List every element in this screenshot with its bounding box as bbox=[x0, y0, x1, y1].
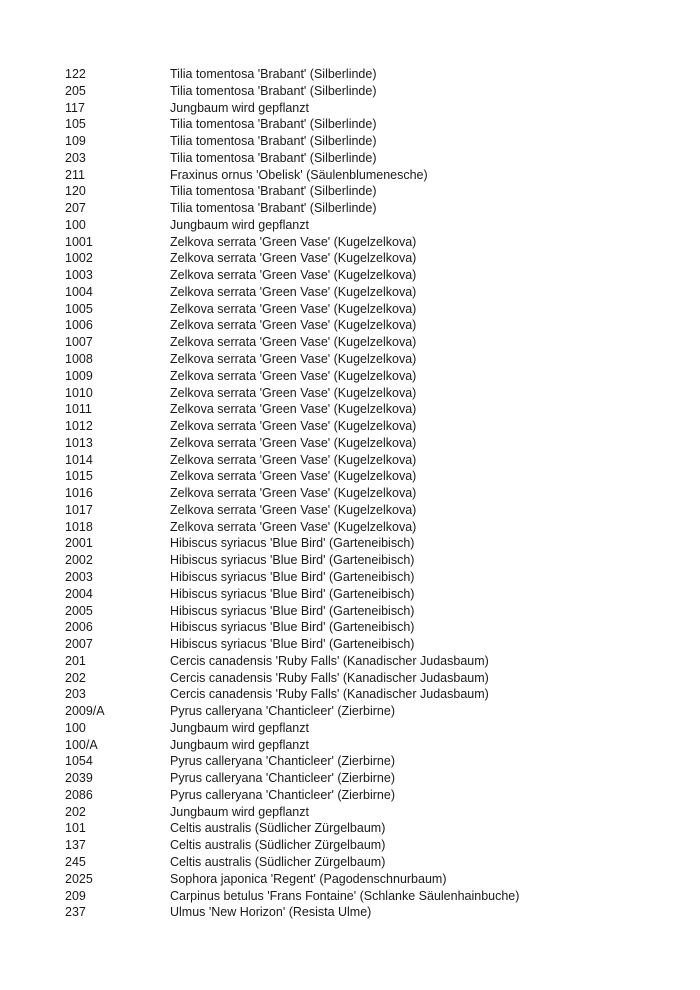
table-row bbox=[65, 703, 665, 720]
table-row bbox=[65, 133, 665, 150]
table-row bbox=[65, 670, 665, 687]
table-row bbox=[65, 904, 665, 921]
species-cell: Hibiscus syriacus 'Blue Bird' (Garteneibisch) bbox=[170, 536, 415, 551]
tree-id-cell: 2005 bbox=[65, 603, 93, 618]
tree-id-cell: 1009 bbox=[65, 368, 93, 383]
species-cell: Cercis canadensis 'Ruby Falls' (Kanadischer Judasbaum) bbox=[170, 670, 489, 685]
tree-id-cell: 205 bbox=[65, 83, 86, 98]
tree-id-cell: 1005 bbox=[65, 301, 93, 316]
tree-id-cell: 2001 bbox=[65, 536, 93, 551]
species-cell: Zelkova serrata 'Green Vase' (Kugelzelkova) bbox=[170, 368, 417, 383]
tree-id-cell: 207 bbox=[65, 201, 86, 216]
table-row bbox=[65, 83, 665, 100]
species-cell: Zelkova serrata 'Green Vase' (Kugelzelkova) bbox=[170, 502, 417, 517]
tree-id-cell: 202 bbox=[65, 670, 86, 685]
species-cell: Jungbaum wird gepflanzt bbox=[170, 737, 309, 752]
tree-id-cell: 100 bbox=[65, 217, 86, 232]
table-row bbox=[65, 317, 665, 334]
species-cell: Zelkova serrata 'Green Vase' (Kugelzelkova) bbox=[170, 486, 417, 501]
tree-id-cell: 105 bbox=[65, 117, 86, 132]
tree-id-cell: 120 bbox=[65, 184, 86, 199]
species-cell: Tilia tomentosa 'Brabant' (Silberlinde) bbox=[170, 67, 377, 81]
species-cell: Pyrus calleryana 'Chanticleer' (Zierbirne) bbox=[170, 704, 395, 719]
species-cell: Zelkova serrata 'Green Vase' (Kugelzelkova) bbox=[170, 234, 417, 249]
tree-id-cell: 245 bbox=[65, 854, 86, 869]
species-cell: Zelkova serrata 'Green Vase' (Kugelzelkova) bbox=[170, 251, 417, 266]
species-cell: Zelkova serrata 'Green Vase' (Kugelzelkova) bbox=[170, 402, 417, 417]
species-cell: Hibiscus syriacus 'Blue Bird' (Garteneibisch) bbox=[170, 620, 415, 635]
table-row bbox=[65, 871, 665, 888]
table-row bbox=[65, 284, 665, 301]
tree-id-cell: 1001 bbox=[65, 234, 93, 249]
table-row bbox=[65, 519, 665, 536]
species-cell: Fraxinus ornus 'Obelisk' (Säulenblumenesche) bbox=[170, 167, 428, 182]
table-row bbox=[65, 167, 665, 184]
tree-list bbox=[65, 66, 665, 921]
tree-id-cell: 2039 bbox=[65, 771, 93, 786]
tree-id-cell: 1004 bbox=[65, 284, 93, 299]
species-cell: Hibiscus syriacus 'Blue Bird' (Garteneibisch) bbox=[170, 603, 415, 618]
table-row bbox=[65, 502, 665, 519]
table-row bbox=[65, 552, 665, 569]
table-row bbox=[65, 100, 665, 117]
tree-id-cell: 2007 bbox=[65, 637, 93, 652]
tree-id-cell: 1006 bbox=[65, 318, 93, 333]
table-row bbox=[65, 351, 665, 368]
species-cell: Zelkova serrata 'Green Vase' (Kugelzelkova) bbox=[170, 435, 417, 450]
species-cell: Tilia tomentosa 'Brabant' (Silberlinde) bbox=[170, 117, 377, 132]
table-row bbox=[65, 636, 665, 653]
tree-id-cell: 2006 bbox=[65, 620, 93, 635]
species-cell: Sophora japonica 'Regent' (Pagodenschnurbaum) bbox=[170, 871, 447, 886]
tree-id-cell: 1010 bbox=[65, 385, 93, 400]
table-row bbox=[65, 183, 665, 200]
table-row bbox=[65, 603, 665, 620]
table-row bbox=[65, 267, 665, 284]
tree-id-cell: 1017 bbox=[65, 502, 93, 517]
species-cell: Zelkova serrata 'Green Vase' (Kugelzelkova) bbox=[170, 335, 417, 350]
tree-id-cell: 137 bbox=[65, 838, 86, 853]
tree-id-cell: 1054 bbox=[65, 754, 93, 769]
tree-id-cell: 2025 bbox=[65, 871, 93, 886]
tree-id-cell: 209 bbox=[65, 888, 86, 903]
species-cell: Pyrus calleryana 'Chanticleer' (Zierbirne) bbox=[170, 754, 395, 769]
table-row bbox=[65, 468, 665, 485]
species-cell: Celtis australis (Südlicher Zürgelbaum) bbox=[170, 838, 386, 853]
tree-id-cell: 117 bbox=[65, 100, 85, 115]
tree-id-cell: 109 bbox=[65, 134, 86, 149]
table-row bbox=[65, 334, 665, 351]
species-cell: Zelkova serrata 'Green Vase' (Kugelzelkova) bbox=[170, 419, 417, 434]
tree-id-cell: 211 bbox=[65, 167, 85, 182]
species-cell: Cercis canadensis 'Ruby Falls' (Kanadischer Judasbaum) bbox=[170, 687, 489, 702]
tree-id-cell: 1014 bbox=[65, 452, 93, 467]
table-row bbox=[65, 770, 665, 787]
tree-id-cell: 122 bbox=[65, 67, 86, 81]
table-row bbox=[65, 787, 665, 804]
species-cell: Hibiscus syriacus 'Blue Bird' (Garteneibisch) bbox=[170, 637, 415, 652]
table-row bbox=[65, 737, 665, 754]
table-row bbox=[65, 753, 665, 770]
species-cell: Jungbaum wird gepflanzt bbox=[170, 217, 309, 232]
table-row bbox=[65, 619, 665, 636]
tree-id-cell: 2002 bbox=[65, 553, 93, 568]
tree-id-cell: 1013 bbox=[65, 435, 93, 450]
tree-id-cell: 1007 bbox=[65, 335, 93, 350]
table-row bbox=[65, 385, 665, 402]
species-cell: Zelkova serrata 'Green Vase' (Kugelzelkova) bbox=[170, 519, 417, 534]
tree-id-cell: 237 bbox=[65, 905, 86, 920]
table-row bbox=[65, 569, 665, 586]
tree-id-cell: 1015 bbox=[65, 469, 93, 484]
species-cell: Ulmus 'New Horizon' (Resista Ulme) bbox=[170, 905, 372, 920]
species-cell: Pyrus calleryana 'Chanticleer' (Zierbirne) bbox=[170, 771, 395, 786]
table-row bbox=[65, 535, 665, 552]
species-cell: Tilia tomentosa 'Brabant' (Silberlinde) bbox=[170, 184, 377, 199]
species-cell: Jungbaum wird gepflanzt bbox=[170, 100, 309, 115]
table-row bbox=[65, 485, 665, 502]
species-cell: Hibiscus syriacus 'Blue Bird' (Garteneibisch) bbox=[170, 569, 415, 584]
table-row bbox=[65, 368, 665, 385]
table-row bbox=[65, 401, 665, 418]
species-cell: Jungbaum wird gepflanzt bbox=[170, 804, 309, 819]
table-row bbox=[65, 653, 665, 670]
tree-id-cell: 1002 bbox=[65, 251, 93, 266]
table-row bbox=[65, 686, 665, 703]
table-row bbox=[65, 854, 665, 871]
tree-id-cell: 1012 bbox=[65, 419, 93, 434]
species-cell: Hibiscus syriacus 'Blue Bird' (Garteneibisch) bbox=[170, 586, 415, 601]
species-cell: Zelkova serrata 'Green Vase' (Kugelzelkova) bbox=[170, 352, 417, 367]
table-row bbox=[65, 234, 665, 251]
table-row bbox=[65, 452, 665, 469]
species-cell: Jungbaum wird gepflanzt bbox=[170, 720, 309, 735]
tree-id-cell: 1011 bbox=[65, 402, 92, 417]
tree-id-cell: 201 bbox=[65, 653, 86, 668]
species-cell: Zelkova serrata 'Green Vase' (Kugelzelkova) bbox=[170, 452, 417, 467]
species-cell: Cercis canadensis 'Ruby Falls' (Kanadischer Judasbaum) bbox=[170, 653, 489, 668]
species-cell: Tilia tomentosa 'Brabant' (Silberlinde) bbox=[170, 150, 377, 165]
species-cell: Zelkova serrata 'Green Vase' (Kugelzelkova) bbox=[170, 268, 417, 283]
tree-id-cell: 1018 bbox=[65, 519, 93, 534]
tree-id-cell: 1016 bbox=[65, 486, 93, 501]
species-cell: Zelkova serrata 'Green Vase' (Kugelzelkova) bbox=[170, 318, 417, 333]
table-row bbox=[65, 820, 665, 837]
tree-id-cell: 202 bbox=[65, 804, 86, 819]
table-row bbox=[65, 720, 665, 737]
tree-id-cell: 2086 bbox=[65, 787, 93, 802]
table-row bbox=[65, 586, 665, 603]
table-row bbox=[65, 150, 665, 167]
table-row bbox=[65, 66, 665, 83]
table-row bbox=[65, 301, 665, 318]
tree-id-cell: 1003 bbox=[65, 268, 93, 283]
species-cell: Tilia tomentosa 'Brabant' (Silberlinde) bbox=[170, 134, 377, 149]
species-cell: Tilia tomentosa 'Brabant' (Silberlinde) bbox=[170, 201, 377, 216]
species-cell: Pyrus calleryana 'Chanticleer' (Zierbirne) bbox=[170, 787, 395, 802]
table-row bbox=[65, 116, 665, 133]
tree-id-cell: 203 bbox=[65, 687, 86, 702]
tree-id-cell: 2004 bbox=[65, 586, 93, 601]
table-row bbox=[65, 804, 665, 821]
species-cell: Zelkova serrata 'Green Vase' (Kugelzelkova) bbox=[170, 385, 417, 400]
table-row bbox=[65, 217, 665, 234]
table-row bbox=[65, 200, 665, 217]
tree-id-cell: 100 bbox=[65, 720, 86, 735]
species-cell: Hibiscus syriacus 'Blue Bird' (Garteneibisch) bbox=[170, 553, 415, 568]
tree-id-cell: 1008 bbox=[65, 352, 93, 367]
tree-id-cell: 2003 bbox=[65, 569, 93, 584]
species-cell: Zelkova serrata 'Green Vase' (Kugelzelkova) bbox=[170, 284, 417, 299]
table-row bbox=[65, 435, 665, 452]
tree-id-cell: 101 bbox=[65, 821, 86, 836]
table-row bbox=[65, 888, 665, 905]
species-cell: Celtis australis (Südlicher Zürgelbaum) bbox=[170, 854, 386, 869]
species-cell: Zelkova serrata 'Green Vase' (Kugelzelkova) bbox=[170, 301, 417, 316]
tree-id-cell: 2009/A bbox=[65, 704, 105, 719]
tree-id-cell: 100/A bbox=[65, 737, 98, 752]
table-row bbox=[65, 250, 665, 267]
species-cell: Carpinus betulus 'Frans Fontaine' (Schlanke Säulenhainbuche) bbox=[170, 888, 520, 903]
table-row bbox=[65, 418, 665, 435]
species-cell: Celtis australis (Südlicher Zürgelbaum) bbox=[170, 821, 386, 836]
species-cell: Tilia tomentosa 'Brabant' (Silberlinde) bbox=[170, 83, 377, 98]
tree-id-cell: 203 bbox=[65, 150, 86, 165]
table-row bbox=[65, 837, 665, 854]
species-cell: Zelkova serrata 'Green Vase' (Kugelzelkova) bbox=[170, 469, 417, 484]
